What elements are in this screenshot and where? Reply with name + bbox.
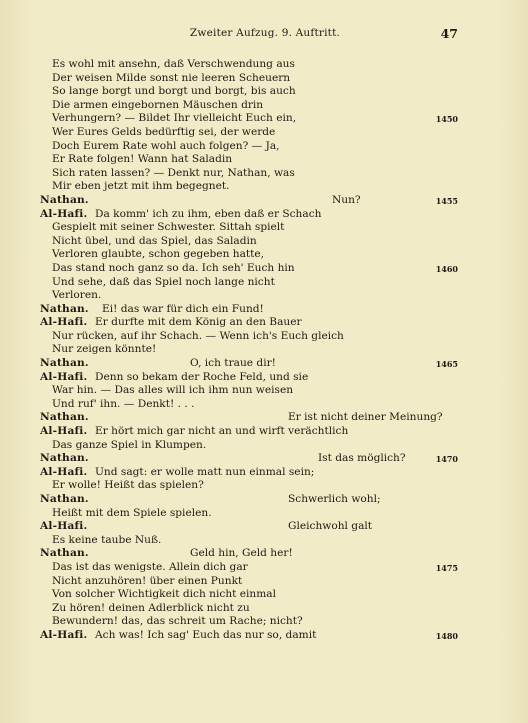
verse-line — [0, 561, 528, 575]
line-number: 1455 — [435, 195, 458, 206]
verse-text-line: Doch Eurem Rate wohl auch folgen? — Ja, — [52, 139, 280, 152]
verse-line — [0, 112, 528, 126]
verse-text-line: Denn so bekam der Roche Feld, und sie — [95, 370, 309, 383]
speaker-name: Nathan. — [40, 411, 89, 424]
verse-line — [0, 276, 528, 290]
page-number: 47 — [440, 26, 458, 41]
verse-text-line: Nur zeigen könnte! — [52, 343, 157, 356]
verse-text-line: Nur rücken, auf ihr Schach. — Wenn ich's Euch gleich — [52, 329, 344, 342]
speaker-name: Al-Hafi. — [40, 370, 88, 383]
verse-text-line: Er durfte mit dem König an den Bauer — [95, 316, 302, 329]
verse-line — [0, 85, 528, 99]
verse-line — [0, 615, 528, 629]
line-number: 1465 — [435, 359, 458, 370]
verse-text-line: So lange borgt und borgt und borgt, bis auch — [52, 85, 296, 98]
speaker-name: Nathan. — [40, 357, 89, 370]
verse-line — [0, 398, 528, 412]
verse-text-line: Zu hören! deinen Adlerblick nicht zu — [52, 601, 250, 614]
verse-text-line: Gleichwohl galt — [288, 520, 373, 533]
verse-line — [0, 289, 528, 303]
verse-line — [0, 479, 528, 493]
verse-text-line: Und ruf' ihn. — Denkt! . . . — [52, 397, 195, 410]
verse-line — [0, 466, 528, 480]
verse-line — [0, 248, 528, 262]
verse-text-line: Gespielt mit seiner Schwester. Sittah spielt — [52, 221, 285, 234]
speaker-name: Al-Hafi. — [40, 520, 88, 533]
verse-text-line: Von solcher Wichtigkeit dich nicht einmal — [52, 588, 276, 601]
speaker-name: Al-Hafi. — [40, 628, 88, 641]
line-number: 1450 — [435, 114, 458, 125]
verse-text-line: Ach was! Ich sag' Euch das nur so, damit — [95, 628, 317, 641]
verse-line — [0, 316, 528, 330]
verse-text-line: Nicht anzuhören! über einen Punkt — [52, 574, 243, 587]
verse-text-line: Schwerlich wohl; — [288, 493, 381, 505]
verse-line — [0, 520, 528, 534]
verse-line — [0, 180, 528, 194]
verse-text-line: Er wolle! Heißt das spielen? — [52, 479, 204, 492]
verse-text-line: Verhungern? — Bildet Ihr vielleicht Euch ein, — [52, 112, 297, 125]
verse-line — [0, 72, 528, 86]
speaker-name: Nathan. — [40, 493, 89, 505]
verse-text-line: O, ich traue dir! — [190, 357, 276, 370]
verse-line — [0, 575, 528, 589]
verse-text-line: Er hört mich gar nicht an und wirft verächtlich — [95, 425, 349, 438]
verse-line — [0, 221, 528, 235]
verse-text-line: Und sagt: er wolle matt nun einmal sein; — [95, 465, 315, 478]
line-number: 1470 — [435, 454, 458, 465]
speaker-name: Al-Hafi. — [40, 425, 88, 438]
verse-line — [0, 167, 528, 181]
verse-text-line: War hin. — Das alles will ich ihm nun weisen — [52, 384, 294, 397]
verse-line — [0, 588, 528, 602]
verse-line — [0, 357, 528, 371]
verse-text-line: Heißt mit dem Spiele spielen. — [52, 506, 212, 519]
verse-line — [0, 411, 528, 425]
verse-text-line: Wer Eures Gelds bedürftig sei, der werde — [52, 125, 276, 138]
verse-line — [0, 194, 528, 208]
verse-text-line: Bewundern! das, das schreit um Rache; nicht? — [52, 615, 303, 628]
verse-line — [0, 140, 528, 154]
speaker-name: Nathan. — [40, 193, 89, 206]
verse-line — [0, 425, 528, 439]
verse-text-line: Sich raten lassen? — Denkt nur, Nathan, was — [52, 166, 295, 179]
verse-line — [0, 99, 528, 113]
verse-line — [0, 629, 528, 643]
verse-text-line: Geld hin, Geld her! — [190, 547, 293, 560]
verse-text-line: Ist das möglich? — [318, 452, 406, 465]
verse-line — [0, 58, 528, 72]
verse-line — [0, 534, 528, 548]
verse-text-line: Der weisen Milde sonst nie leeren Scheuern — [52, 71, 291, 84]
speaker-name: Al-Hafi. — [40, 316, 88, 329]
verse-text-line: Nun? — [332, 193, 361, 206]
verse-line — [0, 330, 528, 344]
speaker-name: Nathan. — [40, 547, 89, 560]
verse-text-line: Es wohl mit ansehn, daß Verschwendung aus — [52, 58, 295, 70]
verse-text-line: Ei! das war für dich ein Fund! — [102, 302, 264, 315]
line-number: 1480 — [435, 630, 458, 641]
verse-line — [0, 507, 528, 521]
verse-line — [0, 371, 528, 385]
header-title: Zweiter Aufzug. 9. Auftritt. — [189, 27, 341, 39]
verse-line — [0, 452, 528, 466]
verse-text-line: Er ist nicht deiner Meinung? — [288, 411, 443, 424]
verse-line — [0, 343, 528, 357]
verse-line — [0, 439, 528, 453]
verse-text-line: Die armen eingebornen Mäuschen drin — [52, 98, 264, 111]
verse-text — [0, 58, 528, 643]
verse-text-line: Da komm' ich zu ihm, eben daß er Schach — [95, 207, 322, 220]
speaker-name: Al-Hafi. — [40, 207, 88, 220]
verse-text-line: Das stand noch ganz so da. Ich seh' Euch hin — [52, 261, 295, 274]
speaker-name: Al-Hafi. — [40, 465, 88, 478]
verse-text-line: Mir eben jetzt mit ihm begegnet. — [52, 180, 230, 193]
verse-text-line: Das ist das wenigste. Allein dich gar — [52, 560, 248, 573]
verse-line — [0, 384, 528, 398]
verse-line — [0, 262, 528, 276]
verse-text-line: Nicht übel, und das Spiel, das Saladin — [52, 234, 257, 247]
verse-text-line: Er Rate folgen! Wann hat Saladin — [52, 153, 233, 166]
verse-line — [0, 303, 528, 317]
verse-line — [0, 126, 528, 140]
line-number: 1475 — [435, 562, 458, 573]
verse-line — [0, 493, 528, 507]
verse-text-line: Es keine taube Nuß. — [52, 533, 162, 546]
verse-line — [0, 208, 528, 222]
verse-line — [0, 153, 528, 167]
speaker-name: Nathan. — [40, 302, 89, 315]
verse-text-line: Verloren. — [52, 289, 102, 302]
verse-text-line: Das ganze Spiel in Klumpen. — [52, 438, 207, 451]
verse-line — [0, 602, 528, 616]
verse-line — [0, 235, 528, 249]
running-header — [0, 27, 528, 43]
verse-line — [0, 547, 528, 561]
verse-text-line: Verloren glaubte, schon gegeben hatte, — [52, 248, 265, 261]
line-number: 1460 — [435, 263, 458, 274]
verse-text-line: Und sehe, daß das Spiel noch lange nicht — [52, 275, 275, 288]
speaker-name: Nathan. — [40, 452, 89, 465]
